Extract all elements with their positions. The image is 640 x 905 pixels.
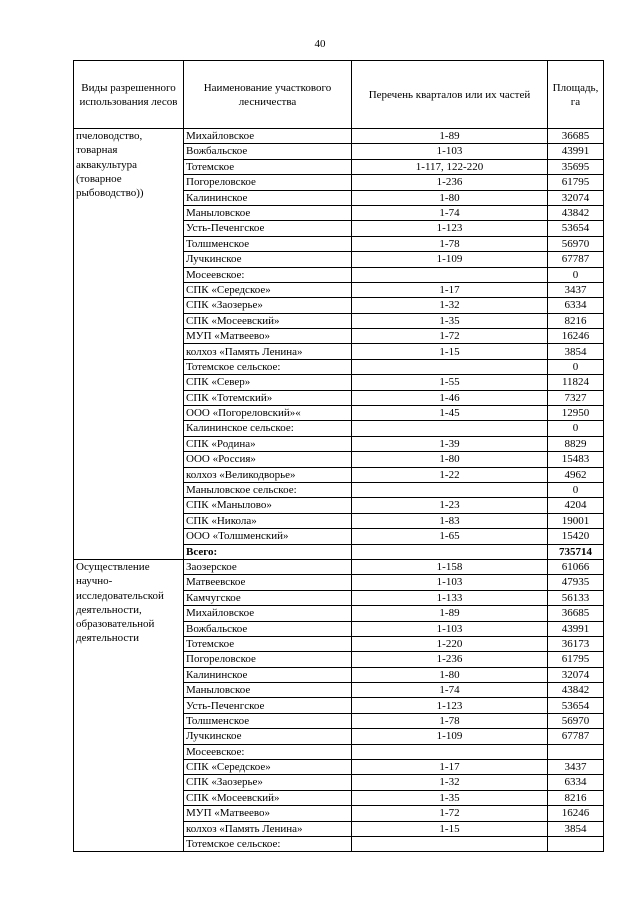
header-usage-type: Виды разрешенного использования лесов [74, 61, 184, 129]
total-area-cell: 735714 [548, 544, 604, 559]
quarters-cell: 1-123 [352, 698, 548, 713]
quarters-cell: 1-80 [352, 452, 548, 467]
area-cell: 43842 [548, 205, 604, 220]
forestry-name-cell: Лучкинское [184, 729, 352, 744]
area-cell: 0 [548, 359, 604, 374]
quarters-cell: 1-78 [352, 236, 548, 251]
area-cell: 67787 [548, 252, 604, 267]
forestry-name-cell: колхоз «Память Ленина» [184, 344, 352, 359]
area-cell: 47935 [548, 575, 604, 590]
forestry-name-cell: СПК «Родина» [184, 436, 352, 451]
quarters-cell: 1-123 [352, 221, 548, 236]
forestry-name-cell: ООО «Россия» [184, 452, 352, 467]
area-cell: 43991 [548, 621, 604, 636]
area-cell: 8216 [548, 790, 604, 805]
quarters-cell: 1-72 [352, 806, 548, 821]
quarters-cell: 1-17 [352, 282, 548, 297]
area-cell: 8216 [548, 313, 604, 328]
quarters-cell: 1-220 [352, 636, 548, 651]
area-cell: 32074 [548, 190, 604, 205]
forestry-name-cell: СПК «Заозерье» [184, 775, 352, 790]
forestry-name-cell: Калининское [184, 190, 352, 205]
forestry-name-cell: СПК «Никола» [184, 513, 352, 528]
quarters-cell: 1-89 [352, 606, 548, 621]
forestry-name-cell: Камчугское [184, 590, 352, 605]
area-cell: 32074 [548, 667, 604, 682]
forestry-name-cell: Матвеевское [184, 575, 352, 590]
table-body [74, 129, 604, 852]
forestry-name-cell: Маныловское [184, 683, 352, 698]
area-cell: 19001 [548, 513, 604, 528]
area-cell: 16246 [548, 806, 604, 821]
forestry-name-cell: Усть-Печенгское [184, 221, 352, 236]
forestry-name-cell: Тотемское сельское: [184, 359, 352, 374]
area-cell: 61795 [548, 175, 604, 190]
total-forestry-name-cell: Всего: [184, 544, 352, 559]
forestry-name-cell: Усть-Печенгское [184, 698, 352, 713]
quarters-cell: 1-22 [352, 467, 548, 482]
forestry-name-cell: Тотемское [184, 159, 352, 174]
forestry-name-cell: Калининское сельское: [184, 421, 352, 436]
quarters-cell: 1-133 [352, 590, 548, 605]
area-cell: 4962 [548, 467, 604, 482]
forestry-name-cell: СПК «Мосеевский» [184, 790, 352, 805]
area-cell: 61795 [548, 652, 604, 667]
quarters-cell: 1-23 [352, 498, 548, 513]
forestry-name-cell: СПК «Манылово» [184, 498, 352, 513]
usage-type-cell: Осуществление научно-исследовательской деятельности, образовательной деятельности [74, 559, 184, 851]
quarters-cell: 1-74 [352, 683, 548, 698]
header-area: Площадь, га [548, 61, 604, 129]
quarters-cell: 1-158 [352, 559, 548, 574]
quarters-cell: 1-15 [352, 344, 548, 359]
quarters-cell: 1-46 [352, 390, 548, 405]
forestry-name-cell: СПК «Мосеевский» [184, 313, 352, 328]
quarters-cell: 1-103 [352, 144, 548, 159]
forestry-name-cell: Маныловское сельское: [184, 482, 352, 497]
area-cell: 67787 [548, 729, 604, 744]
quarters-cell: 1-35 [352, 790, 548, 805]
forestry-name-cell: Заозерское [184, 559, 352, 574]
quarters-cell: 1-89 [352, 129, 548, 144]
quarters-cell [352, 836, 548, 851]
area-cell: 6334 [548, 775, 604, 790]
quarters-cell: 1-72 [352, 329, 548, 344]
area-cell: 35695 [548, 159, 604, 174]
area-cell: 0 [548, 482, 604, 497]
area-cell: 53654 [548, 698, 604, 713]
forestry-name-cell: МУП «Матвеево» [184, 806, 352, 821]
quarters-cell: 1-32 [352, 298, 548, 313]
area-cell: 36685 [548, 129, 604, 144]
forestry-name-cell: Тотемское [184, 636, 352, 651]
area-cell: 4204 [548, 498, 604, 513]
quarters-cell: 1-236 [352, 652, 548, 667]
area-cell: 7327 [548, 390, 604, 405]
quarters-cell: 1-15 [352, 821, 548, 836]
quarters-cell: 1-83 [352, 513, 548, 528]
forestry-name-cell: Калининское [184, 667, 352, 682]
forestry-name-cell: Толшменское [184, 713, 352, 728]
area-cell: 15420 [548, 529, 604, 544]
quarters-cell: 1-35 [352, 313, 548, 328]
table-row [74, 559, 604, 574]
area-cell: 3437 [548, 760, 604, 775]
area-cell: 11824 [548, 375, 604, 390]
forestry-name-cell: Михайловское [184, 129, 352, 144]
quarters-cell: 1-80 [352, 667, 548, 682]
quarters-cell: 1-236 [352, 175, 548, 190]
quarters-cell: 1-109 [352, 729, 548, 744]
quarters-cell: 1-78 [352, 713, 548, 728]
area-cell: 3854 [548, 344, 604, 359]
quarters-cell [352, 482, 548, 497]
quarters-cell: 1-55 [352, 375, 548, 390]
forestry-name-cell: СПК «Тотемский» [184, 390, 352, 405]
forestry-name-cell: ООО «Погореловский»« [184, 406, 352, 421]
forestry-name-cell: СПК «Середское» [184, 282, 352, 297]
forestry-name-cell: СПК «Север» [184, 375, 352, 390]
forestry-name-cell: Михайловское [184, 606, 352, 621]
forestry-name-cell: Погореловское [184, 652, 352, 667]
forestry-name-cell: СПК «Заозерье» [184, 298, 352, 313]
quarters-cell [352, 744, 548, 759]
quarters-cell [352, 421, 548, 436]
forestry-name-cell: Мосеевское: [184, 744, 352, 759]
area-cell: 12950 [548, 406, 604, 421]
area-cell [548, 744, 604, 759]
forestry-name-cell: Маныловское [184, 205, 352, 220]
area-cell: 43991 [548, 144, 604, 159]
area-cell: 15483 [548, 452, 604, 467]
forestry-name-cell: Мосеевское: [184, 267, 352, 282]
forest-usage-table [73, 60, 604, 852]
area-cell [548, 836, 604, 851]
area-cell: 6334 [548, 298, 604, 313]
quarters-cell: 1-39 [352, 436, 548, 451]
quarters-cell: 1-32 [352, 775, 548, 790]
quarters-cell [352, 359, 548, 374]
area-cell: 0 [548, 267, 604, 282]
quarters-cell: 1-65 [352, 529, 548, 544]
area-cell: 53654 [548, 221, 604, 236]
quarters-cell: 1-117, 122-220 [352, 159, 548, 174]
quarters-cell [352, 267, 548, 282]
header-quarters-list: Перечень кварталов или их частей [352, 61, 548, 129]
area-cell: 8829 [548, 436, 604, 451]
quarters-cell: 1-103 [352, 575, 548, 590]
quarters-cell [352, 544, 548, 559]
area-cell: 0 [548, 421, 604, 436]
forestry-name-cell: Вожбальское [184, 144, 352, 159]
quarters-cell: 1-109 [352, 252, 548, 267]
area-cell: 56970 [548, 713, 604, 728]
forestry-name-cell: колхоз «Великодворье» [184, 467, 352, 482]
area-cell: 36173 [548, 636, 604, 651]
quarters-cell: 1-17 [352, 760, 548, 775]
area-cell: 61066 [548, 559, 604, 574]
area-cell: 56970 [548, 236, 604, 251]
forestry-name-cell: Погореловское [184, 175, 352, 190]
quarters-cell: 1-80 [352, 190, 548, 205]
area-cell: 16246 [548, 329, 604, 344]
area-cell: 56133 [548, 590, 604, 605]
forestry-name-cell: МУП «Матвеево» [184, 329, 352, 344]
forestry-name-cell: СПК «Середское» [184, 760, 352, 775]
area-cell: 43842 [548, 683, 604, 698]
table-row [74, 129, 604, 144]
header-forestry-name: Наименование участкового лесничества [184, 61, 352, 129]
forestry-name-cell: Вожбальское [184, 621, 352, 636]
page-number: 40 [314, 38, 326, 50]
area-cell: 3437 [548, 282, 604, 297]
area-cell: 36685 [548, 606, 604, 621]
forestry-name-cell: ООО «Толшменский» [184, 529, 352, 544]
forestry-name-cell: Тотемское сельское: [184, 836, 352, 851]
forestry-name-cell: Толшменское [184, 236, 352, 251]
quarters-cell: 1-103 [352, 621, 548, 636]
quarters-cell: 1-74 [352, 205, 548, 220]
table-header-row [74, 61, 604, 129]
usage-type-cell: пчеловодство, товарная аквакультура (товарное рыбоводство)) [74, 129, 184, 560]
quarters-cell: 1-45 [352, 406, 548, 421]
forestry-name-cell: Лучкинское [184, 252, 352, 267]
area-cell: 3854 [548, 821, 604, 836]
forestry-name-cell: колхоз «Память Ленина» [184, 821, 352, 836]
